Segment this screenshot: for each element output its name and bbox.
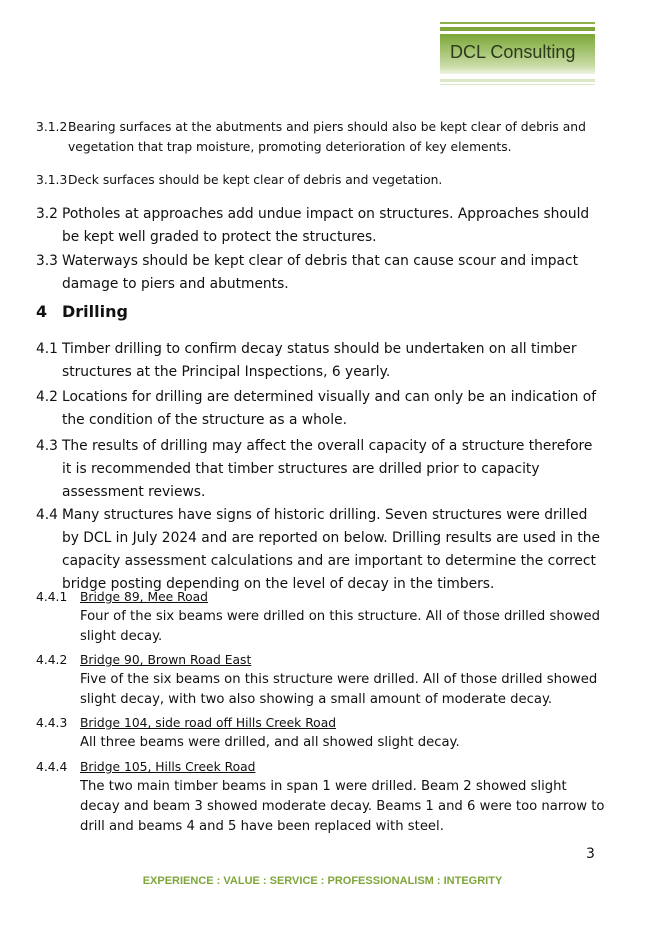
bridge-105-text: The two main timber beams in span 1 were drilled. Beam 2 showed slight decay and beam 3 showed moderate decay. Beams 1 and 6 were too narrow to drill and beams 4 and 5 have been replaced with steel. (80, 779, 605, 834)
bridge-title: Bridge 104, side road off Hills Creek Road (80, 716, 337, 730)
bridge-89-text: Four of the six beams were drilled on this structure. All of those drilled showed slight decay. (80, 609, 601, 644)
section-number: 4.4.3 (36, 716, 68, 730)
section-number: 4.1 (36, 341, 58, 357)
section-text: Locations for drilling are determined visually and can only be an indication of the condition of the structure as a whole. (62, 389, 597, 428)
section-number: 4.4.1 (36, 590, 68, 604)
section-text: Bearing surfaces at the abutments and piers should also be kept clear of debris and vegetation that trap moisture, promoting deterioration of key elements. (68, 120, 586, 154)
dcl-logo (440, 20, 595, 86)
section-3-2 (36, 203, 605, 249)
heading-number: 4 (36, 302, 48, 321)
section-3-1-3 (36, 170, 605, 190)
section-number: 4.3 (36, 438, 58, 454)
section-text: Deck surfaces should be kept clear of debris and vegetation. (68, 173, 443, 187)
bridge-title: Bridge 105, Hills Creek Road (80, 760, 256, 774)
section-heading-drilling (36, 302, 128, 321)
section-text: Potholes at approaches add undue impact on structures. Approaches should be kept well graded to protect the structures. (62, 206, 590, 245)
section-text: Many structures have signs of historic drilling. Seven structures were drilled by DCL in July 2024 and are reported on below. Drilling results are used in the capacity assessment calculations and are important to determine the correct bridge posting depending on the level of decay in the timbers. (62, 507, 600, 592)
logo-text: DCL Consulting (450, 42, 576, 62)
section-4-4 (36, 504, 605, 596)
section-4-4-1 (36, 587, 605, 607)
bridge-title: Bridge 90, Brown Road East (80, 653, 252, 667)
bridge-90-text: Five of the six beams on this structure were drilled. All of those drilled showed slight decay, with two also showing a small amount of moderate decay. (80, 672, 598, 707)
section-number: 4.4.4 (36, 760, 68, 774)
section-number: 3.1.2 (36, 120, 68, 134)
section-4-1 (36, 338, 605, 384)
section-4-2 (36, 386, 605, 432)
section-number: 4.4.2 (36, 653, 68, 667)
section-4-4-4 (36, 757, 605, 777)
section-number: 3.2 (36, 206, 58, 222)
section-3-1-2 (36, 117, 605, 157)
section-4-4-2 (36, 650, 605, 670)
section-text: The results of drilling may affect the overall capacity of a structure therefore it is recommended that timber structures are drilled prior to capacity assessment reviews. (62, 438, 593, 500)
bridge-title: Bridge 89, Mee Road (80, 590, 208, 604)
section-3-3 (36, 250, 605, 296)
section-4-3 (36, 435, 605, 504)
heading-title: Drilling (62, 302, 128, 321)
section-text: Waterways should be kept clear of debris that can cause scour and impact damage to piers and abutments. (62, 253, 578, 292)
section-number: 3.3 (36, 253, 58, 269)
section-text: Timber drilling to confirm decay status should be undertaken on all timber structures at the Principal Inspections, 6 yearly. (62, 341, 577, 380)
section-number: 3.1.3 (36, 173, 68, 187)
page-number: 3 (586, 846, 595, 862)
bridge-104-text: All three beams were drilled, and all showed slight decay. (80, 735, 460, 750)
section-number: 4.4 (36, 507, 58, 523)
section-number: 4.2 (36, 389, 58, 405)
section-4-4-3 (36, 713, 605, 733)
footer-tagline: EXPERIENCE : VALUE : SERVICE : PROFESSIONALISM : INTEGRITY (142, 875, 503, 887)
